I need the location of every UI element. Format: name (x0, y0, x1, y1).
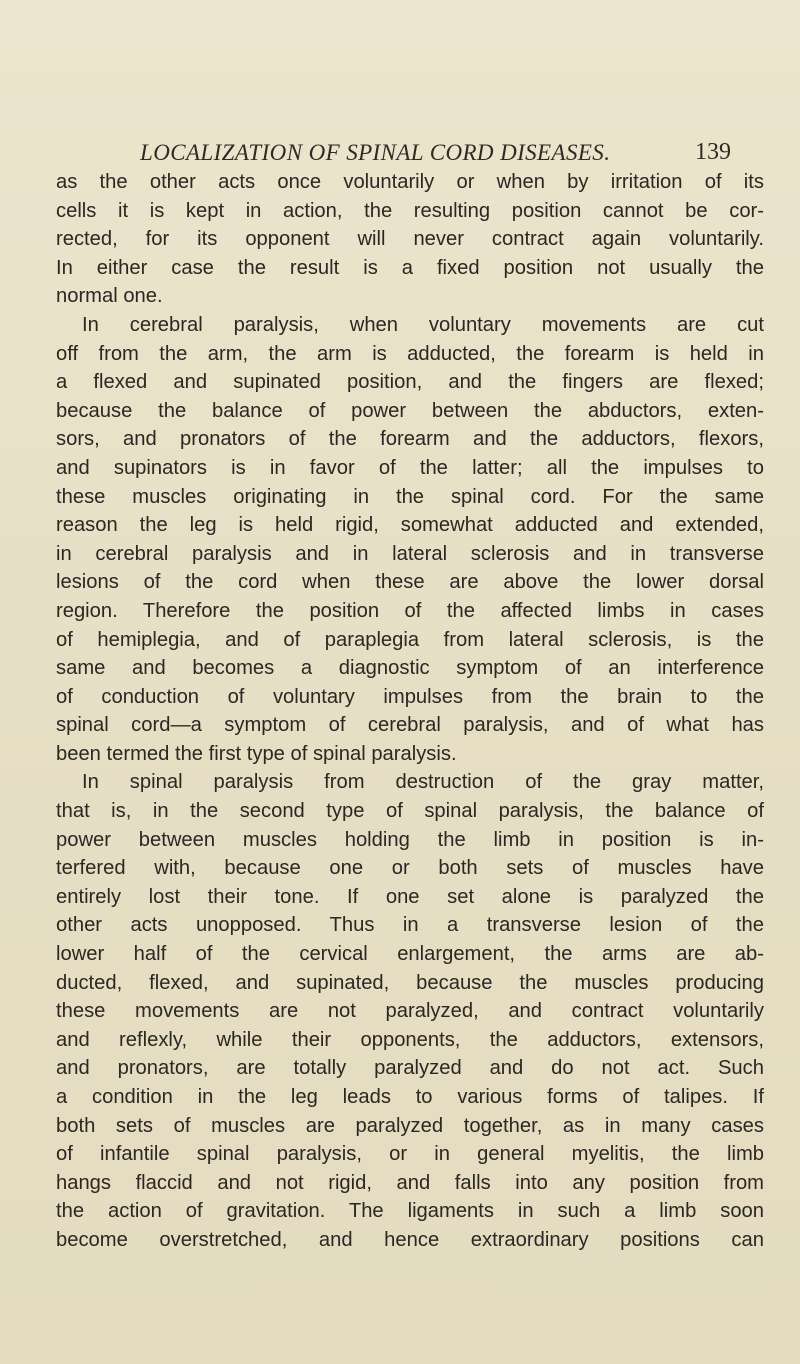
text-line: terfered with, because one or both sets of muscles have (56, 857, 764, 880)
text-line: spinal cord—a symptom of cerebral paralysis, and of what has (56, 714, 764, 737)
text-line: that is, in the second type of spinal paralysis, the balance of (56, 800, 764, 823)
page-number: 139 (695, 139, 731, 165)
text-line: lesions of the cord when these are above the lower dorsal (56, 571, 764, 594)
text-line: and reflexly, while their opponents, the adductors, extensors, (56, 1028, 764, 1051)
body-text (56, 168, 764, 1255)
text-line: become overstretched, and hence extraordinary positions can (56, 1228, 764, 1251)
text-line: normal one. (56, 285, 163, 308)
text-line: In spinal paralysis from destruction of the gray matter, (82, 771, 764, 794)
text-line: power between muscles holding the limb in position is in- (56, 828, 764, 851)
text-line: rected, for its opponent will never contract again voluntarily. (56, 228, 764, 251)
text-line: because the balance of power between the abductors, exten- (56, 399, 764, 422)
text-line: ducted, flexed, and supinated, because the muscles producing (56, 971, 764, 994)
text-line: both sets of muscles are paralyzed together, as in many cases (56, 1114, 764, 1137)
text-line: In either case the result is a fixed position not usually the (56, 256, 764, 279)
text-line: been termed the first type of spinal paralysis. (56, 742, 457, 765)
text-line: of conduction of voluntary impulses from the brain to the (56, 685, 764, 708)
text-line: in cerebral paralysis and in lateral sclerosis and in transverse (56, 542, 764, 565)
text-line: these movements are not paralyzed, and contract voluntarily (56, 1000, 764, 1023)
text-line: lower half of the cervical enlargement, the arms are ab- (56, 943, 764, 966)
text-line: sors, and pronators of the forearm and the adductors, flexors, (56, 428, 764, 451)
text-line: same and becomes a diagnostic symptom of an interference (56, 657, 764, 680)
text-line: entirely lost their tone. If one set alone is paralyzed the (56, 885, 764, 908)
text-line: cells it is kept in action, the resulting position cannot be cor- (56, 199, 764, 222)
text-line: other acts unopposed. Thus in a transverse lesion of the (56, 914, 764, 937)
text-line: reason the leg is held rigid, somewhat adducted and extended, (56, 514, 764, 537)
text-line: a condition in the leg leads to various forms of talipes. If (56, 1086, 764, 1108)
text-line: as the other acts once voluntarily or when by irritation of its (56, 171, 764, 193)
text-line: these muscles originating in the spinal cord. For the same (56, 485, 764, 508)
text-line: region. Therefore the position of the affected limbs in cases (56, 599, 764, 622)
text-line: and pronators, are totally paralyzed and do not act. Such (56, 1057, 764, 1080)
text-line: off from the arm, the arm is adducted, the forearm is held in (56, 342, 764, 365)
text-line: hangs flaccid and not rigid, and falls into any position from (56, 1171, 764, 1194)
text-line: the action of gravitation. The ligaments in such a limb soon (56, 1200, 764, 1223)
running-title: LOCALIZATION OF SPINAL CORD DISEASES. (140, 140, 611, 165)
text-line: a flexed and supinated position, and the fingers are flexed; (56, 371, 764, 394)
text-line: of hemiplegia, and of paraplegia from lateral sclerosis, is the (56, 628, 764, 651)
text-line: In cerebral paralysis, when voluntary movements are cut (82, 313, 764, 336)
text-line: of infantile spinal paralysis, or in general myelitis, the limb (56, 1143, 764, 1166)
text-line: and supinators is in favor of the latter; all the impulses to (56, 456, 764, 479)
